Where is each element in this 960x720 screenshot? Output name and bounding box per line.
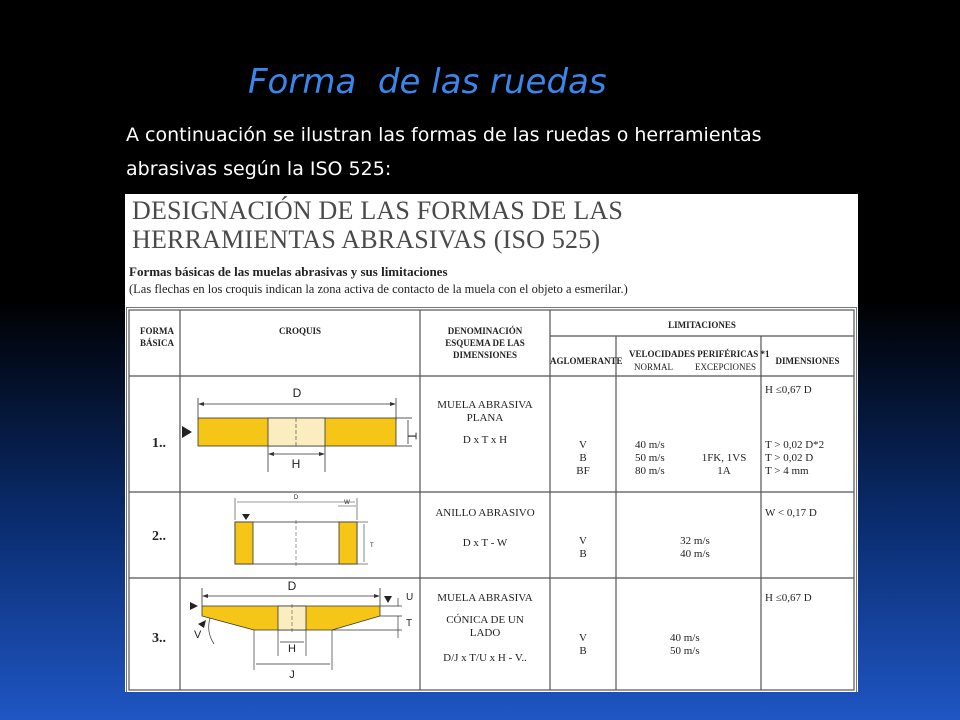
- row1-exc-1: 1FK, 1VS: [701, 452, 747, 464]
- row3-dim-v: V: [194, 629, 202, 641]
- document-subtitle: Formas básicas de las muelas abrasivas y sus limitaciones: [129, 264, 448, 279]
- row2-agl-1: V: [579, 535, 587, 547]
- row1-excepciones: [691, 452, 757, 478]
- row1-denominacion: [420, 399, 550, 447]
- row1-agl-1: V: [579, 439, 587, 451]
- header-croquis: CROQUIS: [278, 326, 321, 336]
- row1-vel-1: 40 m/s: [635, 439, 665, 451]
- row1-dim-t-limits: [765, 439, 824, 478]
- row3-dim-j: J: [289, 669, 295, 681]
- row1-dim-h-limit: H ≤0,67 D: [765, 384, 812, 396]
- header-dimensiones: DIMENSIONES: [775, 356, 840, 366]
- row3-dim-limit: H ≤0,67 D: [765, 592, 812, 604]
- document-note: (Las flechas en los croquis indican la zona activa de contacto de la muela con el objeto a esmerilar.): [129, 282, 628, 296]
- slide-title: Forma de las ruedas: [248, 62, 607, 102]
- row1-name-line-2: PLANA: [466, 412, 504, 424]
- row3-dim-h: H: [288, 643, 296, 655]
- row2-vel-2: 40 m/s: [680, 548, 710, 560]
- header-denominacion: [420, 325, 550, 361]
- row3-agl-2: B: [579, 645, 587, 657]
- row3-dim-t: T: [406, 618, 413, 629]
- header-forma-line-1: FORMA: [140, 326, 174, 336]
- row2-vel-1: 32 m/s: [680, 535, 710, 547]
- header-denom-line-2: ESQUEMA DE LAS: [445, 338, 525, 348]
- row1-dim-2: T > 0,02 D*2: [765, 439, 825, 451]
- row3-sketch-conical-wheel: [180, 578, 420, 692]
- row2-formula: D x T - W: [462, 537, 508, 549]
- row3-name-line-1: MUELA ABRASIVA: [437, 592, 533, 604]
- row3-formula: D/J x T/U x H - V..: [443, 652, 527, 664]
- row2-agl-2: B: [579, 548, 587, 560]
- row1-dim-d: D: [292, 386, 302, 400]
- row3-aglomerante: [550, 632, 616, 658]
- row3-vel-2: 50 m/s: [670, 645, 700, 657]
- header-excepciones: EXCEPCIONES: [695, 362, 757, 372]
- row2-aglomerante: [550, 535, 616, 561]
- row1-vel-3: 80 m/s: [635, 465, 665, 477]
- row1-dim-t: T: [405, 432, 419, 440]
- document-heading-line-1: DESIGNACIÓN DE LAS FORMAS DE LAS: [132, 196, 624, 225]
- row2-dim-t: T: [370, 543, 374, 549]
- row3-velocidades: [670, 632, 700, 658]
- row1-sketch-flat-wheel: [180, 376, 420, 492]
- row2-name-line-1: ANILLO ABRASIVO: [435, 507, 535, 519]
- row3-agl-1: V: [579, 632, 587, 644]
- row2-dim-limit: W < 0,17 D: [765, 507, 817, 519]
- row3-vel-1: 40 m/s: [670, 632, 700, 644]
- intro-text: [126, 118, 906, 186]
- row2-dim-w: W: [344, 500, 350, 506]
- row2-velocidades: [655, 535, 735, 561]
- row1-dim-3: T > 0,02 D: [765, 452, 814, 464]
- row1-velocidades: [635, 439, 665, 478]
- row1-dim-h: H: [291, 457, 301, 471]
- document-heading-line-2: HERRAMIENTAS ABRASIVAS (ISO 525): [132, 225, 601, 254]
- intro-line-2: abrasivas según la ISO 525:: [126, 158, 392, 180]
- row1-number: 1..: [152, 436, 166, 451]
- row3-name-line-3: LADO: [469, 627, 501, 639]
- row3-dim-u: U: [406, 592, 414, 603]
- header-denom-line-1: DENOMINACIÓN: [447, 326, 523, 336]
- header-aglomerante: AGLOMERANTE: [550, 356, 623, 366]
- row3-denominacion: [420, 592, 550, 665]
- header-velocidades: VELOCIDADES PERIFÉRICAS *1: [629, 349, 770, 359]
- row3-number: 3..: [152, 631, 166, 646]
- row1-exc-2: 1A: [717, 465, 731, 477]
- header-limitaciones: LIMITACIONES: [668, 320, 736, 330]
- row1-vel-2: 50 m/s: [635, 452, 665, 464]
- row3-name-line-2: CÓNICA DE UN: [446, 614, 524, 626]
- iso525-document-image: [125, 194, 858, 692]
- row2-dim-d: D: [293, 495, 299, 501]
- row2-denominacion: [420, 507, 550, 550]
- row1-agl-2: B: [579, 452, 587, 464]
- header-forma-line-2: BÁSICA: [140, 338, 175, 348]
- header-forma-basica: [140, 325, 174, 349]
- row3-dim-d: D: [287, 579, 297, 593]
- row2-sketch-ring: [180, 492, 420, 578]
- row1-dim-4: T > 4 mm: [765, 465, 809, 477]
- row2-number: 2..: [152, 529, 166, 544]
- header-normal: NORMAL: [634, 362, 674, 372]
- row1-formula: D x T x H: [462, 434, 508, 446]
- row1-name-line-1: MUELA ABRASIVA: [437, 399, 533, 411]
- row1-aglomerante: [550, 439, 616, 478]
- header-denom-line-3: DIMENSIONES: [452, 350, 517, 360]
- intro-line-1: A continuación se ilustran las formas de las ruedas o herramientas: [126, 124, 762, 146]
- row1-agl-3: BF: [576, 465, 590, 477]
